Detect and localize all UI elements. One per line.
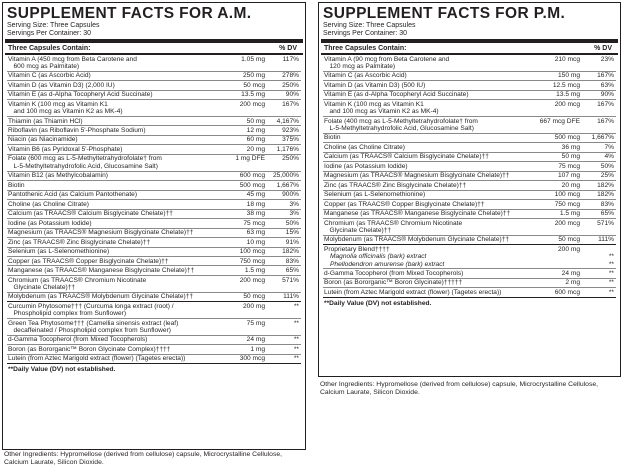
pm-serving-size: Serving Size: Three Capsules [323, 22, 416, 29]
am-other-ingredients: Other Ingredients: Hypromellose (derived from cellulose) capsule, Microcrystalline Cellulose, Calcium Laurate, Silicon Dioxide. [4, 451, 283, 467]
nutrient-daily-value: 167% [597, 100, 614, 108]
nutrient-amount: 20 mg [246, 145, 265, 153]
nutrient-name: Folate (400 mcg as L-5-Methyltetrahydrofolate† from L-5-Methyltetrahydrofolic Acid, Glucosamine Salt) [324, 117, 478, 132]
nutrient-amount: 200 mg [558, 245, 580, 253]
am-servings-per-container: Servings Per Container: 30 [7, 30, 92, 38]
table-row [323, 288, 616, 297]
nutrient-daily-value: 571% [597, 219, 614, 227]
table-row [7, 145, 301, 154]
nutrient-daily-value: 182% [597, 191, 614, 199]
table-row [323, 181, 616, 190]
nutrient-daily-value: 375% [282, 136, 299, 144]
pm-header-label: Three Capsules Contain: [324, 45, 407, 53]
nutrient-amount: 667 mcg DFE [539, 117, 580, 125]
nutrient-daily-value: 571% [282, 276, 299, 284]
am-thick-divider [5, 39, 303, 43]
nutrient-name: Manganese (as TRAACS® Manganese Bisglycinate Chelate)†† [324, 210, 511, 218]
table-row [7, 238, 301, 247]
am-header-label: Three Capsules Contain: [8, 45, 91, 53]
nutrient-name: Vitamin K (100 mcg as Vitamin K1 and 100 mcg as Vitamin K2 as MK-4) [324, 100, 439, 116]
nutrient-daily-value: 7% [604, 143, 614, 151]
nutrient-amount: 13.5 mg [556, 91, 580, 99]
nutrient-amount: 75 mcg [558, 162, 580, 170]
nutrient-name: Calcium (as TRAACS® Calcium Bisglycinate Chelate)†† [324, 153, 489, 161]
nutrient-daily-value: 167% [282, 100, 299, 108]
nutrient-daily-value: 117% [282, 55, 299, 63]
nutrient-amount: 50 mcg [243, 81, 265, 89]
nutrient-name: Boron (as Bororganic™ Boron Glycinate Complex)†††† [8, 345, 171, 353]
nutrient-name: Manganese (as TRAACS® Manganese Bisglycinate Chelate)†† [8, 267, 195, 275]
nutrient-daily-value: 1,176% [276, 145, 299, 153]
table-row [7, 257, 301, 266]
table-row [7, 155, 301, 172]
table-row [323, 219, 616, 236]
nutrient-amount: 13.5 mg [241, 91, 265, 99]
nutrient-amount: 200 mcg [554, 219, 580, 227]
nutrient-daily-value: 25% [600, 172, 614, 180]
nutrient-amount: 600 mcg [554, 288, 580, 296]
table-row [323, 200, 616, 209]
table-row [323, 210, 616, 219]
table-row [323, 162, 616, 171]
nutrient-name: d-Gamma Tocopherol (from Mixed Tocopherols) [324, 270, 464, 277]
table-row [7, 91, 301, 100]
table-row [323, 245, 616, 269]
table-row [7, 248, 301, 257]
nutrient-amount: 24 mg [561, 270, 580, 277]
table-row [7, 126, 301, 135]
nutrient-name: Vitamin C (as Ascorbic Acid) [8, 72, 91, 80]
nutrient-amount: 18 mg [246, 200, 265, 208]
nutrient-amount: 600 mcg [239, 172, 265, 180]
table-row [7, 72, 301, 81]
nutrient-daily-value: 278% [282, 72, 299, 80]
pm-table-header [323, 44, 616, 53]
nutrient-amount: 750 mcg [239, 257, 265, 265]
nutrient-daily-value: 4,167% [276, 117, 299, 125]
blend-block [324, 246, 524, 268]
table-row [7, 319, 301, 336]
nutrient-name: Selenium (as L-Selenomethionine) [324, 191, 426, 199]
table-row [7, 219, 301, 228]
nutrient-daily-value: 1,667% [591, 134, 614, 142]
nutrient-daily-value: 65% [285, 267, 299, 275]
am-nutrient-table [7, 55, 301, 364]
am-serving-size: Serving Size: Three Capsules [7, 22, 100, 29]
table-row [7, 117, 301, 126]
table-row [323, 236, 616, 245]
nutrient-amount: 63 mg [246, 229, 265, 237]
table-row [323, 100, 616, 117]
nutrient-daily-value: 83% [285, 257, 299, 265]
nutrient-name: Lutein (from Aztec Marigold extract (flower) (Tagetes erecta)) [8, 355, 186, 363]
nutrient-amount: 20 mg [561, 181, 580, 189]
nutrient-name: Iodine (as Potassium Iodide) [8, 219, 92, 227]
nutrient-name: Vitamin E (as d-Alpha Tocopheryl Acid Succinate) [324, 91, 469, 99]
nutrient-amount: 300 mcg [239, 355, 265, 363]
pm-thick-divider [321, 39, 618, 43]
nutrient-amount: 50 mg [561, 153, 580, 161]
nutrient-name: Copper (as TRAACS® Copper Bisglycinate Chelate)†† [8, 257, 169, 265]
table-row [323, 55, 616, 72]
nutrient-amount: 75 mcg [243, 219, 265, 227]
blend-ingredient-dv: ** [608, 253, 614, 261]
nutrient-name: Magnesium (as TRAACS® Magnesium Bisglycinate Chelate)†† [324, 172, 510, 180]
nutrient-name: Niacin (as Niacinamide) [8, 136, 78, 144]
nutrient-daily-value: 23% [600, 55, 614, 63]
blend-ingredient: Magnolia officinalis (bark) extract [330, 253, 427, 261]
nutrient-name: Chromium (as TRAACS® Chromium Nicotinate Glycinate Chelate)†† [324, 219, 463, 234]
nutrient-daily-value: 250% [282, 81, 299, 89]
nutrient-daily-value: 4% [604, 153, 614, 161]
nutrient-amount: 200 mcg [239, 100, 265, 108]
nutrient-daily-value: ** [608, 270, 614, 277]
nutrient-name: Vitamin E (as d-Alpha Tocopheryl Acid Succinate) [8, 91, 153, 99]
nutrient-name: Proprietary Blend†††† [324, 245, 390, 253]
nutrient-name: Zinc (as TRAACS® Zinc Bisglycinate Chelate)†† [324, 181, 467, 189]
blend-ingredient-dv: ** [608, 260, 614, 268]
nutrient-daily-value: 3% [289, 210, 299, 218]
nutrient-name: Curcumin Phytosome††† (Curcuma longa extract (root) / Phospholipid complex from Sunflower) [8, 302, 174, 318]
nutrient-name: Thiamin (as Thiamin HCl) [8, 117, 83, 125]
nutrient-amount: 200 mcg [239, 276, 265, 284]
nutrient-daily-value: ** [293, 302, 299, 310]
nutrient-daily-value: ** [608, 288, 614, 296]
table-row [7, 181, 301, 190]
nutrient-amount: 150 mg [558, 72, 580, 80]
nutrient-name: Green Tea Phytosome††† (Camellia sinensis extract (leaf) decaffeinated / Phospholipid complex from Sunflower) [8, 319, 179, 334]
nutrient-daily-value: 90% [600, 91, 614, 99]
nutrient-amount: 1.5 mg [559, 210, 580, 218]
table-row [323, 143, 616, 152]
pm-title: SUPPLEMENT FACTS FOR P.M. [323, 5, 566, 22]
nutrient-amount: 100 mcg [554, 191, 580, 199]
nutrient-amount: 50 mcg [243, 293, 265, 301]
nutrient-amount: 50 mg [246, 117, 265, 125]
nutrient-name: Choline (as Choline Citrate) [8, 200, 89, 208]
nutrient-name: Vitamin C (as Ascorbic Acid) [324, 72, 407, 80]
pm-servings-per-container: Servings Per Container: 30 [323, 30, 408, 38]
table-row [7, 55, 301, 72]
table-row [7, 336, 301, 345]
nutrient-name: Copper (as TRAACS® Copper Bisglycinate Chelate)†† [324, 200, 485, 208]
pm-footnote: **Daily Value (DV) not established. [324, 299, 432, 307]
nutrient-daily-value: 91% [285, 238, 299, 246]
nutrient-name: Vitamin D (as Vitamin D3) (500 IU) [324, 81, 426, 89]
nutrient-daily-value: 182% [282, 248, 299, 256]
table-row [323, 153, 616, 162]
nutrient-amount: 200 mcg [554, 100, 580, 108]
nutrient-daily-value: 3% [289, 200, 299, 208]
table-row [323, 191, 616, 200]
nutrient-name: Pantothenic Acid (as Calcium Pantothenate) [8, 191, 138, 199]
nutrient-name: Vitamin A (450 mcg from Beta Carotene and 600 mcg as Palmitate) [8, 55, 137, 70]
nutrient-name: Vitamin K (100 mcg as Vitamin K1 and 100 mcg as Vitamin K2 as MK-4) [8, 100, 123, 116]
nutrient-name: Vitamin B12 (as Methylcobalamin) [8, 172, 108, 180]
pm-other-ingredients: Other Ingredients: Hypromellose (derived from cellulose) capsule, Microcrystalline Cellulose, Calcium Laurate, Silicon Dioxide. [320, 381, 599, 397]
table-row [7, 293, 301, 302]
nutrient-amount: 210 mcg [554, 55, 580, 63]
table-row [323, 81, 616, 90]
nutrient-name: Selenium (as L-Selenomethionine) [8, 248, 110, 256]
nutrient-daily-value: 15% [285, 229, 299, 237]
nutrient-amount: 2 mg [565, 279, 580, 287]
blend-ingredient: Phellodendron amurense (bark) extract [330, 260, 445, 268]
nutrient-amount: 45 mg [246, 191, 265, 199]
nutrient-daily-value: 90% [285, 91, 299, 99]
nutrient-amount: 50 mcg [558, 236, 580, 244]
table-row [7, 355, 301, 364]
blend-daily-values [580, 246, 616, 268]
nutrient-daily-value: ** [293, 355, 299, 363]
table-row [7, 345, 301, 354]
am-title: SUPPLEMENT FACTS FOR A.M. [7, 5, 252, 22]
nutrient-daily-value: 250% [282, 155, 299, 163]
nutrient-amount: 250 mg [243, 72, 265, 80]
nutrient-daily-value: 65% [600, 210, 614, 218]
nutrient-amount: 100 mcg [239, 248, 265, 256]
nutrient-amount: 107 mg [558, 172, 580, 180]
table-row [323, 269, 616, 278]
nutrient-daily-value: ** [293, 336, 299, 344]
nutrient-name: Magnesium (as TRAACS® Magnesium Bisglycinate Chelate)†† [8, 229, 194, 237]
am-table-header [7, 44, 301, 53]
nutrient-amount: 60 mg [246, 136, 265, 144]
nutrient-name: Riboflavin (as Riboflavin 5'-Phosphate Sodium) [8, 127, 146, 134]
nutrient-name: Zinc (as TRAACS® Zinc Bisglycinate Chelate)†† [8, 238, 151, 246]
table-row [323, 172, 616, 181]
nutrient-amount: 500 mcg [239, 181, 265, 189]
nutrient-daily-value: ** [293, 345, 299, 353]
nutrient-amount: 1 mg DFE [235, 155, 265, 163]
nutrient-name: Biotin [8, 181, 25, 189]
nutrient-name: Lutein (from Aztec Marigold extract (flower) (Tagetes erecta)) [324, 288, 502, 296]
nutrient-amount: 1.5 mg [244, 267, 265, 275]
nutrient-daily-value: ** [293, 319, 299, 327]
nutrient-amount: 24 mg [246, 336, 265, 344]
nutrient-amount: 750 mcg [554, 200, 580, 208]
nutrient-amount: 38 mg [246, 210, 265, 218]
nutrient-name: Choline (as Choline Citrate) [324, 143, 405, 151]
nutrient-amount: 200 mg [243, 302, 265, 310]
table-row [323, 134, 616, 143]
table-row [7, 302, 301, 319]
nutrient-amount: 500 mcg [554, 134, 580, 142]
nutrient-daily-value: 111% [598, 236, 614, 244]
table-row [7, 210, 301, 219]
nutrient-name: Molybdenum (as TRAACS® Molybdenum Glycinate Chelate)†† [324, 236, 510, 244]
nutrient-daily-value: 50% [285, 219, 299, 227]
nutrient-daily-value: 900% [282, 191, 299, 199]
am-footnote: **Daily Value (DV) not established. [8, 366, 116, 374]
table-row [7, 81, 301, 90]
nutrient-name: Molybdenum (as TRAACS® Molybdenum Glycinate Chelate)†† [8, 293, 194, 301]
nutrient-amount: 1.05 mg [241, 55, 265, 63]
nutrient-name: Iodine (as Potassium Iodide) [324, 162, 408, 170]
table-row [7, 191, 301, 200]
nutrient-name: Folate (600 mcg as L-5-Methyltetrahydrofolate† from L-5-Methyltetrahydrofolic Acid, Glucosamine Salt) [8, 155, 162, 170]
nutrient-daily-value: 25,000% [272, 172, 299, 180]
nutrient-name: Calcium (as TRAACS® Calcium Bisglycinate Chelate)†† [8, 210, 173, 218]
nutrient-daily-value: 111% [283, 293, 299, 301]
nutrient-amount: 12 mg [246, 127, 265, 134]
nutrient-daily-value: 63% [600, 81, 614, 89]
pm-nutrient-table [323, 55, 616, 298]
nutrient-amount: 10 mg [246, 238, 265, 246]
am-supplement-facts-panel [2, 2, 306, 450]
nutrient-daily-value: 167% [597, 72, 614, 80]
table-row [7, 266, 301, 275]
nutrient-daily-value: 182% [597, 181, 614, 189]
nutrient-amount: 12.5 mcg [552, 81, 580, 89]
nutrient-daily-value: 167% [597, 117, 614, 125]
am-header-dv: % DV [279, 45, 297, 53]
table-row [323, 117, 616, 134]
nutrient-name: d-Gamma Tocopherol (from Mixed Tocopherols) [8, 336, 148, 344]
nutrient-name: Vitamin D (as Vitamin D3) (2,000 IU) [8, 81, 115, 89]
nutrient-name: Vitamin A (90 mcg from Beta Carotene and 120 mcg as Palmitate) [324, 55, 450, 70]
pm-supplement-facts-panel [318, 2, 621, 377]
nutrient-amount: 1 mg [250, 345, 265, 353]
nutrient-daily-value: 83% [600, 200, 614, 208]
nutrient-daily-value: 50% [600, 162, 614, 170]
nutrient-name: Boron (as Bororganic™ Boron Glycinate)††††† [324, 279, 463, 287]
nutrient-daily-value: 1,667% [276, 181, 299, 189]
table-row [7, 172, 301, 181]
table-row [7, 136, 301, 145]
pm-header-dv: % DV [594, 45, 612, 53]
nutrient-name: Chromium (as TRAACS® Chromium Nicotinate Glycinate Chelate)†† [8, 276, 147, 291]
table-row [323, 72, 616, 81]
table-row [7, 229, 301, 238]
nutrient-daily-value: ** [608, 279, 614, 287]
table-row [7, 200, 301, 209]
table-row [323, 279, 616, 288]
table-row [323, 91, 616, 100]
table-row [7, 276, 301, 293]
nutrient-name: Biotin [324, 134, 341, 142]
nutrient-daily-value: 923% [282, 127, 299, 134]
nutrient-amount: 75 mg [246, 319, 265, 327]
nutrient-name: Vitamin B6 (as Pyridoxal 5'-Phosphate) [8, 145, 123, 153]
nutrient-amount: 36 mg [561, 143, 580, 151]
table-row [7, 100, 301, 117]
